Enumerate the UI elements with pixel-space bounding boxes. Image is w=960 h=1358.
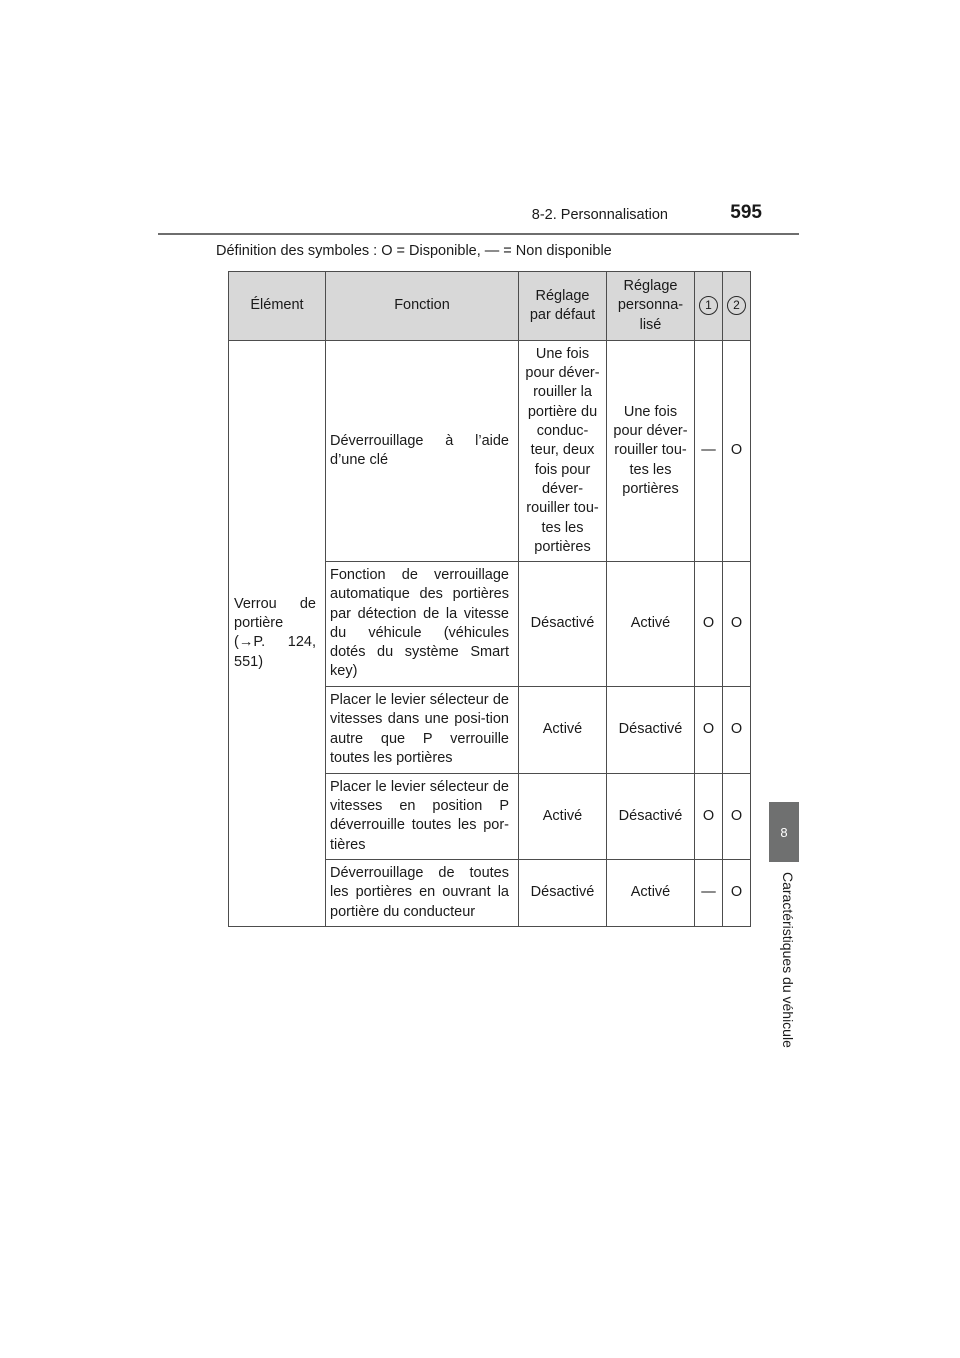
default-value-cell: Désactivé [519, 859, 607, 926]
method-2-availability: O [723, 859, 751, 926]
method-2-availability: O [723, 686, 751, 773]
custom-value-cell: Désactivé [607, 773, 695, 859]
method-1-availability: O [695, 562, 723, 687]
fonction-cell: Déverrouillage à l’aide d’une clé [326, 341, 519, 562]
custom-value-cell: Désactivé [607, 686, 695, 773]
chapter-tab: 8 [769, 802, 799, 862]
default-value-cell: Activé [519, 686, 607, 773]
header-divider [158, 233, 799, 235]
method-1-availability: O [695, 686, 723, 773]
fonction-cell: Placer le levier sélecteur de vitesses dans une posi-tion autre que P verrouille toutes les portières [326, 686, 519, 773]
header-element: Élément [229, 272, 326, 341]
table-header-row [229, 272, 751, 341]
method-1-availability: — [695, 341, 723, 562]
method-2-availability: O [723, 562, 751, 687]
default-value-cell: Activé [519, 773, 607, 859]
header-default-setting: Réglage par défaut [519, 272, 607, 341]
fonction-cell: Déverrouillage de toutes les portières en ouvrant la portière du conducteur [326, 859, 519, 926]
method-1-availability: — [695, 859, 723, 926]
page-number: 595 [730, 202, 762, 223]
method-2-availability: O [723, 773, 751, 859]
custom-value-cell: Une fois pour déver- rouiller tou- tes les portières [607, 341, 695, 562]
default-value-cell: Une fois pour déver- rouiller la portière du conduc- teur, deux fois pour déver- rouiller tou- tes les portières [519, 341, 607, 562]
item-door-lock: Verrou de portière (→P. 124, 551) [229, 341, 326, 927]
fonction-cell: Fonction de verrouillage automatique des portières par détection de la vitesse du véhicule (véhicules dotés du système Smart key) [326, 562, 519, 687]
circled-number-2-icon: 2 [727, 296, 746, 315]
method-1-availability: O [695, 773, 723, 859]
table-row [229, 341, 751, 562]
symbol-legend: Définition des symboles : O = Disponible, — = Non disponible [216, 243, 612, 259]
custom-value-cell: Activé [607, 859, 695, 926]
header-fonction: Fonction [326, 272, 519, 341]
fonction-cell: Placer le levier sélecteur de vitesses en position P déverrouille toutes les por-tières [326, 773, 519, 859]
chapter-title: Caractéristiques du véhicule [780, 872, 796, 1048]
header-method-1 [695, 272, 723, 341]
customization-table [228, 271, 751, 927]
section-title: 8-2. Personnalisation [531, 207, 668, 223]
header-custom-setting: Réglage personna- lisé [607, 272, 695, 341]
header-method-2 [723, 272, 751, 341]
method-2-availability: O [723, 341, 751, 562]
custom-value-cell: Activé [607, 562, 695, 687]
default-value-cell: Désactivé [519, 562, 607, 687]
circled-number-1-icon: 1 [699, 296, 718, 315]
